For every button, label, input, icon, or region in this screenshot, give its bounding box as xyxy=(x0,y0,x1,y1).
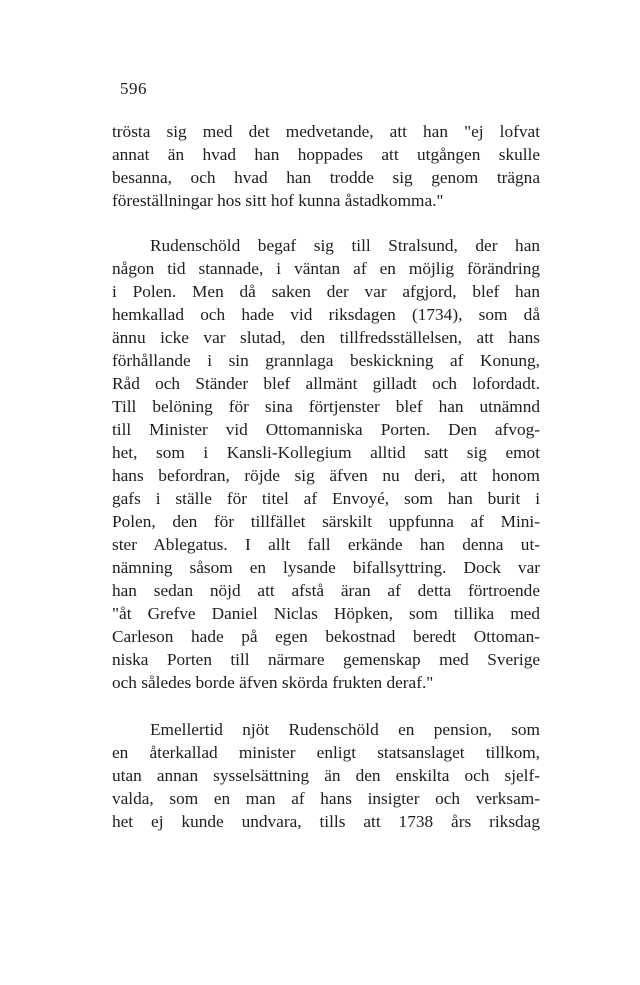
text-line: förhållande i sin grannlaga beskickning af Konung, xyxy=(112,351,540,370)
text-line: Carleson hade på egen bekostnad beredt Ottoman- xyxy=(112,627,540,646)
page-number: 596 xyxy=(120,79,147,98)
text-line: föreställningar hos sitt hof kunna åstadkomma." xyxy=(112,191,444,210)
text-line: hans befordran, röjde sig äfven nu deri, att honom xyxy=(112,466,540,485)
text-line: nämning såsom en lysande bifallsyttring. Dock var xyxy=(112,558,540,577)
text-line: besanna, och hvad han trodde sig genom trägna xyxy=(112,168,540,187)
text-line: "åt Grefve Daniel Niclas Höpken, som tillika med xyxy=(112,604,540,623)
text-line: valda, som en man af hans insigter och verksam- xyxy=(112,789,540,808)
text-line: ster Ablegatus. I allt fall erkände han denna ut- xyxy=(112,535,540,554)
text-line: Råd och Ständer blef allmänt gilladt och lofordadt. xyxy=(112,374,540,393)
paragraph-1 xyxy=(112,120,540,212)
text-line: utan annan sysselsättning än den enskilta och sjelf- xyxy=(112,766,540,785)
text-line: en återkallad minister enligt statsanslaget tillkom, xyxy=(112,743,540,762)
text-line: någon tid stannade, i väntan af en möjlig förändring xyxy=(112,259,540,278)
text-line: annat än hvad han hoppades att utgången skulle xyxy=(112,145,540,164)
text-line: hemkallad och hade vid riksdagen (1734), som då xyxy=(112,305,540,324)
text-line: i Polen. Men då saken der var afgjord, blef han xyxy=(112,282,540,301)
text-line: och således borde äfven skörda frukten deraf." xyxy=(112,673,434,692)
text-line: trösta sig med det medvetande, att han "ej lofvat xyxy=(112,122,540,141)
text-line: Till belöning för sina förtjenster blef han utnämnd xyxy=(112,397,540,416)
text-line: Emellertid njöt Rudenschöld en pension, som xyxy=(150,720,540,739)
paragraph-2 xyxy=(112,234,540,694)
text-line: Rudenschöld begaf sig till Stralsund, der han xyxy=(150,236,540,255)
text-line: ännu icke var slutad, den tillfredsställelsen, att hans xyxy=(112,328,540,347)
text-line: till Minister vid Ottomanniska Porten. Den afvog- xyxy=(112,420,540,439)
text-line: han sedan nöjd att afstå äran af detta förtroende xyxy=(112,581,540,600)
text-line: gafs i ställe för titel af Envoyé, som han burit i xyxy=(112,489,540,508)
text-line: het, som i Kansli-Kollegium alltid satt sig emot xyxy=(112,443,540,462)
text-line: niska Porten till närmare gemenskap med Sverige xyxy=(112,650,540,669)
text-line: Polen, den för tillfället särskilt uppfunna af Mini- xyxy=(112,512,540,531)
text-line: het ej kunde undvara, tills att 1738 års riksdag xyxy=(112,812,540,831)
paragraph-3 xyxy=(112,718,540,833)
